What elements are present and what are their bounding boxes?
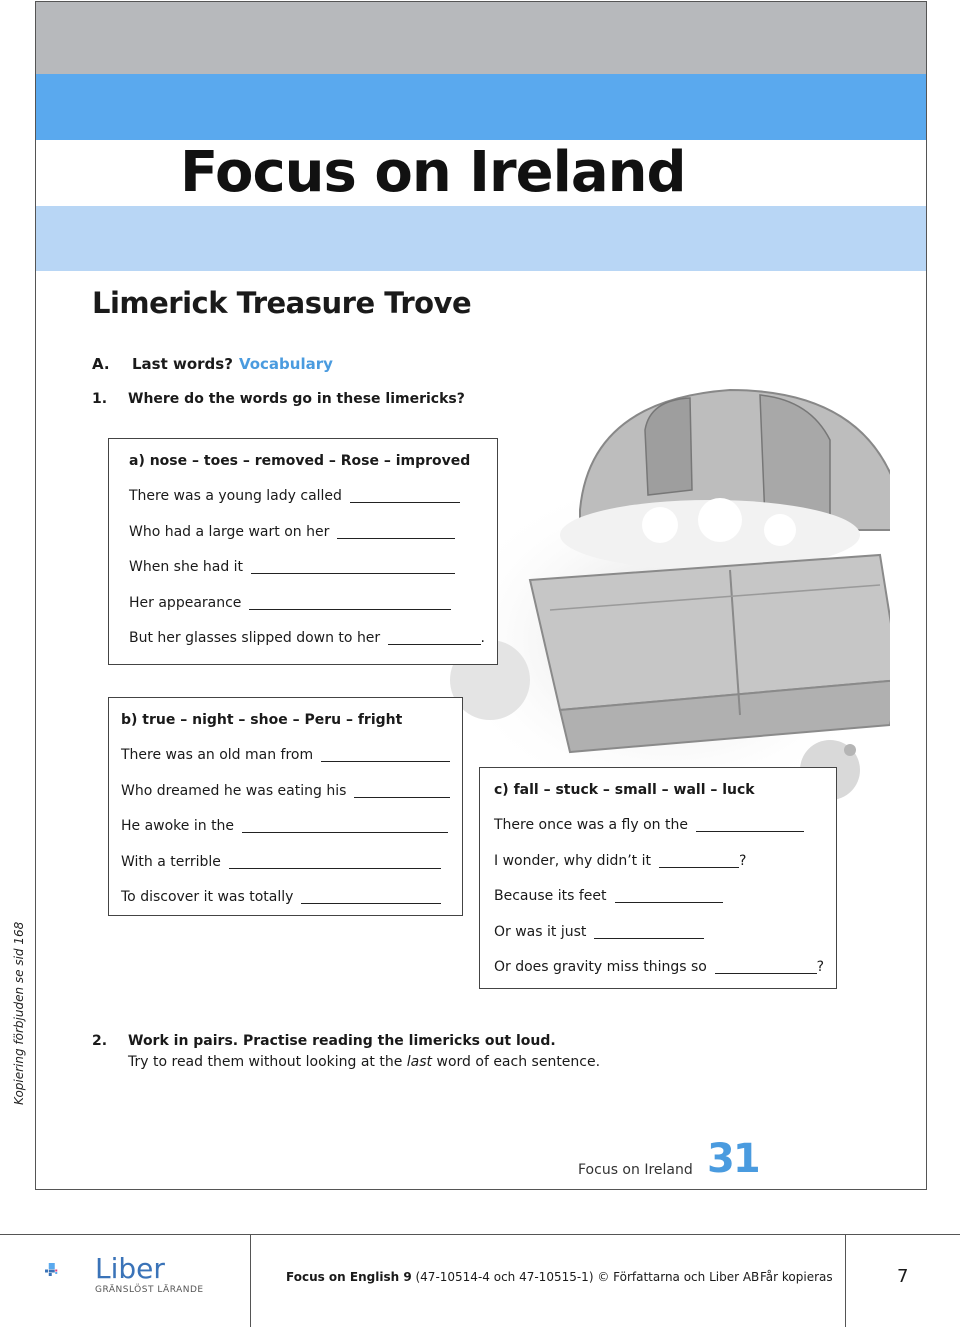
limerick-line: He awoke in the xyxy=(121,818,450,854)
answer-blank[interactable] xyxy=(715,959,817,974)
answer-blank[interactable] xyxy=(321,747,450,762)
treasure-chest-illustration xyxy=(430,380,890,800)
header-band-gray xyxy=(36,2,926,74)
header-band-blue xyxy=(36,74,926,140)
limerick-line: Who had a large wart on her xyxy=(129,524,485,560)
question-instruction: Work in pairs. Practise reading the limericks out loud. xyxy=(128,1033,556,1049)
answer-blank[interactable] xyxy=(301,889,441,904)
answer-blank[interactable] xyxy=(354,783,450,798)
word-bank-b: b) true – night – shoe – Peru – fright xyxy=(121,712,403,728)
book-title: Focus on English 9 xyxy=(286,1270,412,1284)
page-number: 31 xyxy=(707,1136,759,1182)
limerick-box-c xyxy=(479,767,837,989)
divider xyxy=(250,1235,251,1327)
limerick-line: With a terrible xyxy=(121,854,450,890)
answer-blank[interactable] xyxy=(229,854,441,869)
limerick-line: Or was it just xyxy=(494,924,824,960)
limerick-line: Who dreamed he was eating his xyxy=(121,783,450,819)
answer-blank[interactable] xyxy=(594,924,704,939)
answer-blank[interactable] xyxy=(249,595,451,610)
emphasized-word: last xyxy=(406,1054,433,1070)
limerick-line: Or does gravity miss things so ? xyxy=(494,959,824,975)
limerick-line: Her appearance xyxy=(129,595,485,631)
answer-blank[interactable] xyxy=(696,817,804,832)
copyright-line: Focus on English 9 (47-10514-4 och 47-10515-1) © Författarna och Liber AB xyxy=(286,1270,760,1284)
limerick-box-b xyxy=(108,697,463,916)
limerick-line: To discover it was totally xyxy=(121,889,450,925)
answer-blank[interactable] xyxy=(350,488,460,503)
answer-blank[interactable] xyxy=(615,888,723,903)
section-letter: A. xyxy=(92,355,110,373)
footer-section-label: Focus on Ireland xyxy=(578,1162,693,1178)
section-label: Last words? xyxy=(132,355,233,373)
question-2: 2. Work in pairs. Practise reading the limericks out loud. Try to read them without looking at the last word of each sentence. xyxy=(92,1033,601,1070)
answer-blank[interactable] xyxy=(659,853,739,868)
question-number: 2. xyxy=(92,1033,108,1049)
limerick-line: I wonder, why didn’t it ? xyxy=(494,852,747,869)
limerick-line: Because its feet xyxy=(494,888,824,924)
answer-blank[interactable] xyxy=(242,818,448,833)
limerick-box-a xyxy=(108,438,498,665)
worksheet-subtitle: Limerick Treasure Trove xyxy=(92,286,472,320)
limerick-line: When she had it xyxy=(129,559,485,595)
answer-blank[interactable] xyxy=(337,524,455,539)
answer-blank[interactable] xyxy=(251,559,455,574)
divider xyxy=(845,1235,846,1327)
logo-tagline: GRÄNSLÖST LÄRANDE xyxy=(95,1285,204,1295)
limerick-line: There once was a fly on the xyxy=(494,817,824,853)
word-bank-c: c) fall – stuck – small – wall – luck xyxy=(494,782,755,798)
word-bank-a: a) nose – toes – removed – Rose – improved xyxy=(129,453,471,469)
limerick-line: But her glasses slipped down to her . xyxy=(129,630,485,646)
limerick-line: There was a young lady called xyxy=(129,488,485,524)
question-text: Where do the words go in these limericks? xyxy=(128,391,465,407)
page-title: Focus on Ireland xyxy=(180,140,686,205)
answer-blank[interactable] xyxy=(388,630,480,645)
logo-wordmark: Liber xyxy=(95,1252,165,1285)
limerick-line: There was an old man from xyxy=(121,747,450,783)
copyright-side-note: Kopiering förbjuden se sid 168 xyxy=(12,921,26,1105)
question-number: 1. xyxy=(92,391,108,407)
sheet-number: 7 xyxy=(897,1266,909,1287)
permission-note: Får kopieras xyxy=(760,1270,833,1284)
section-a-heading xyxy=(92,355,333,373)
liber-logo-icon xyxy=(45,1240,95,1300)
question-1 xyxy=(92,391,465,407)
header-band-light-blue xyxy=(36,206,926,271)
section-tag: Vocabulary xyxy=(238,355,333,373)
